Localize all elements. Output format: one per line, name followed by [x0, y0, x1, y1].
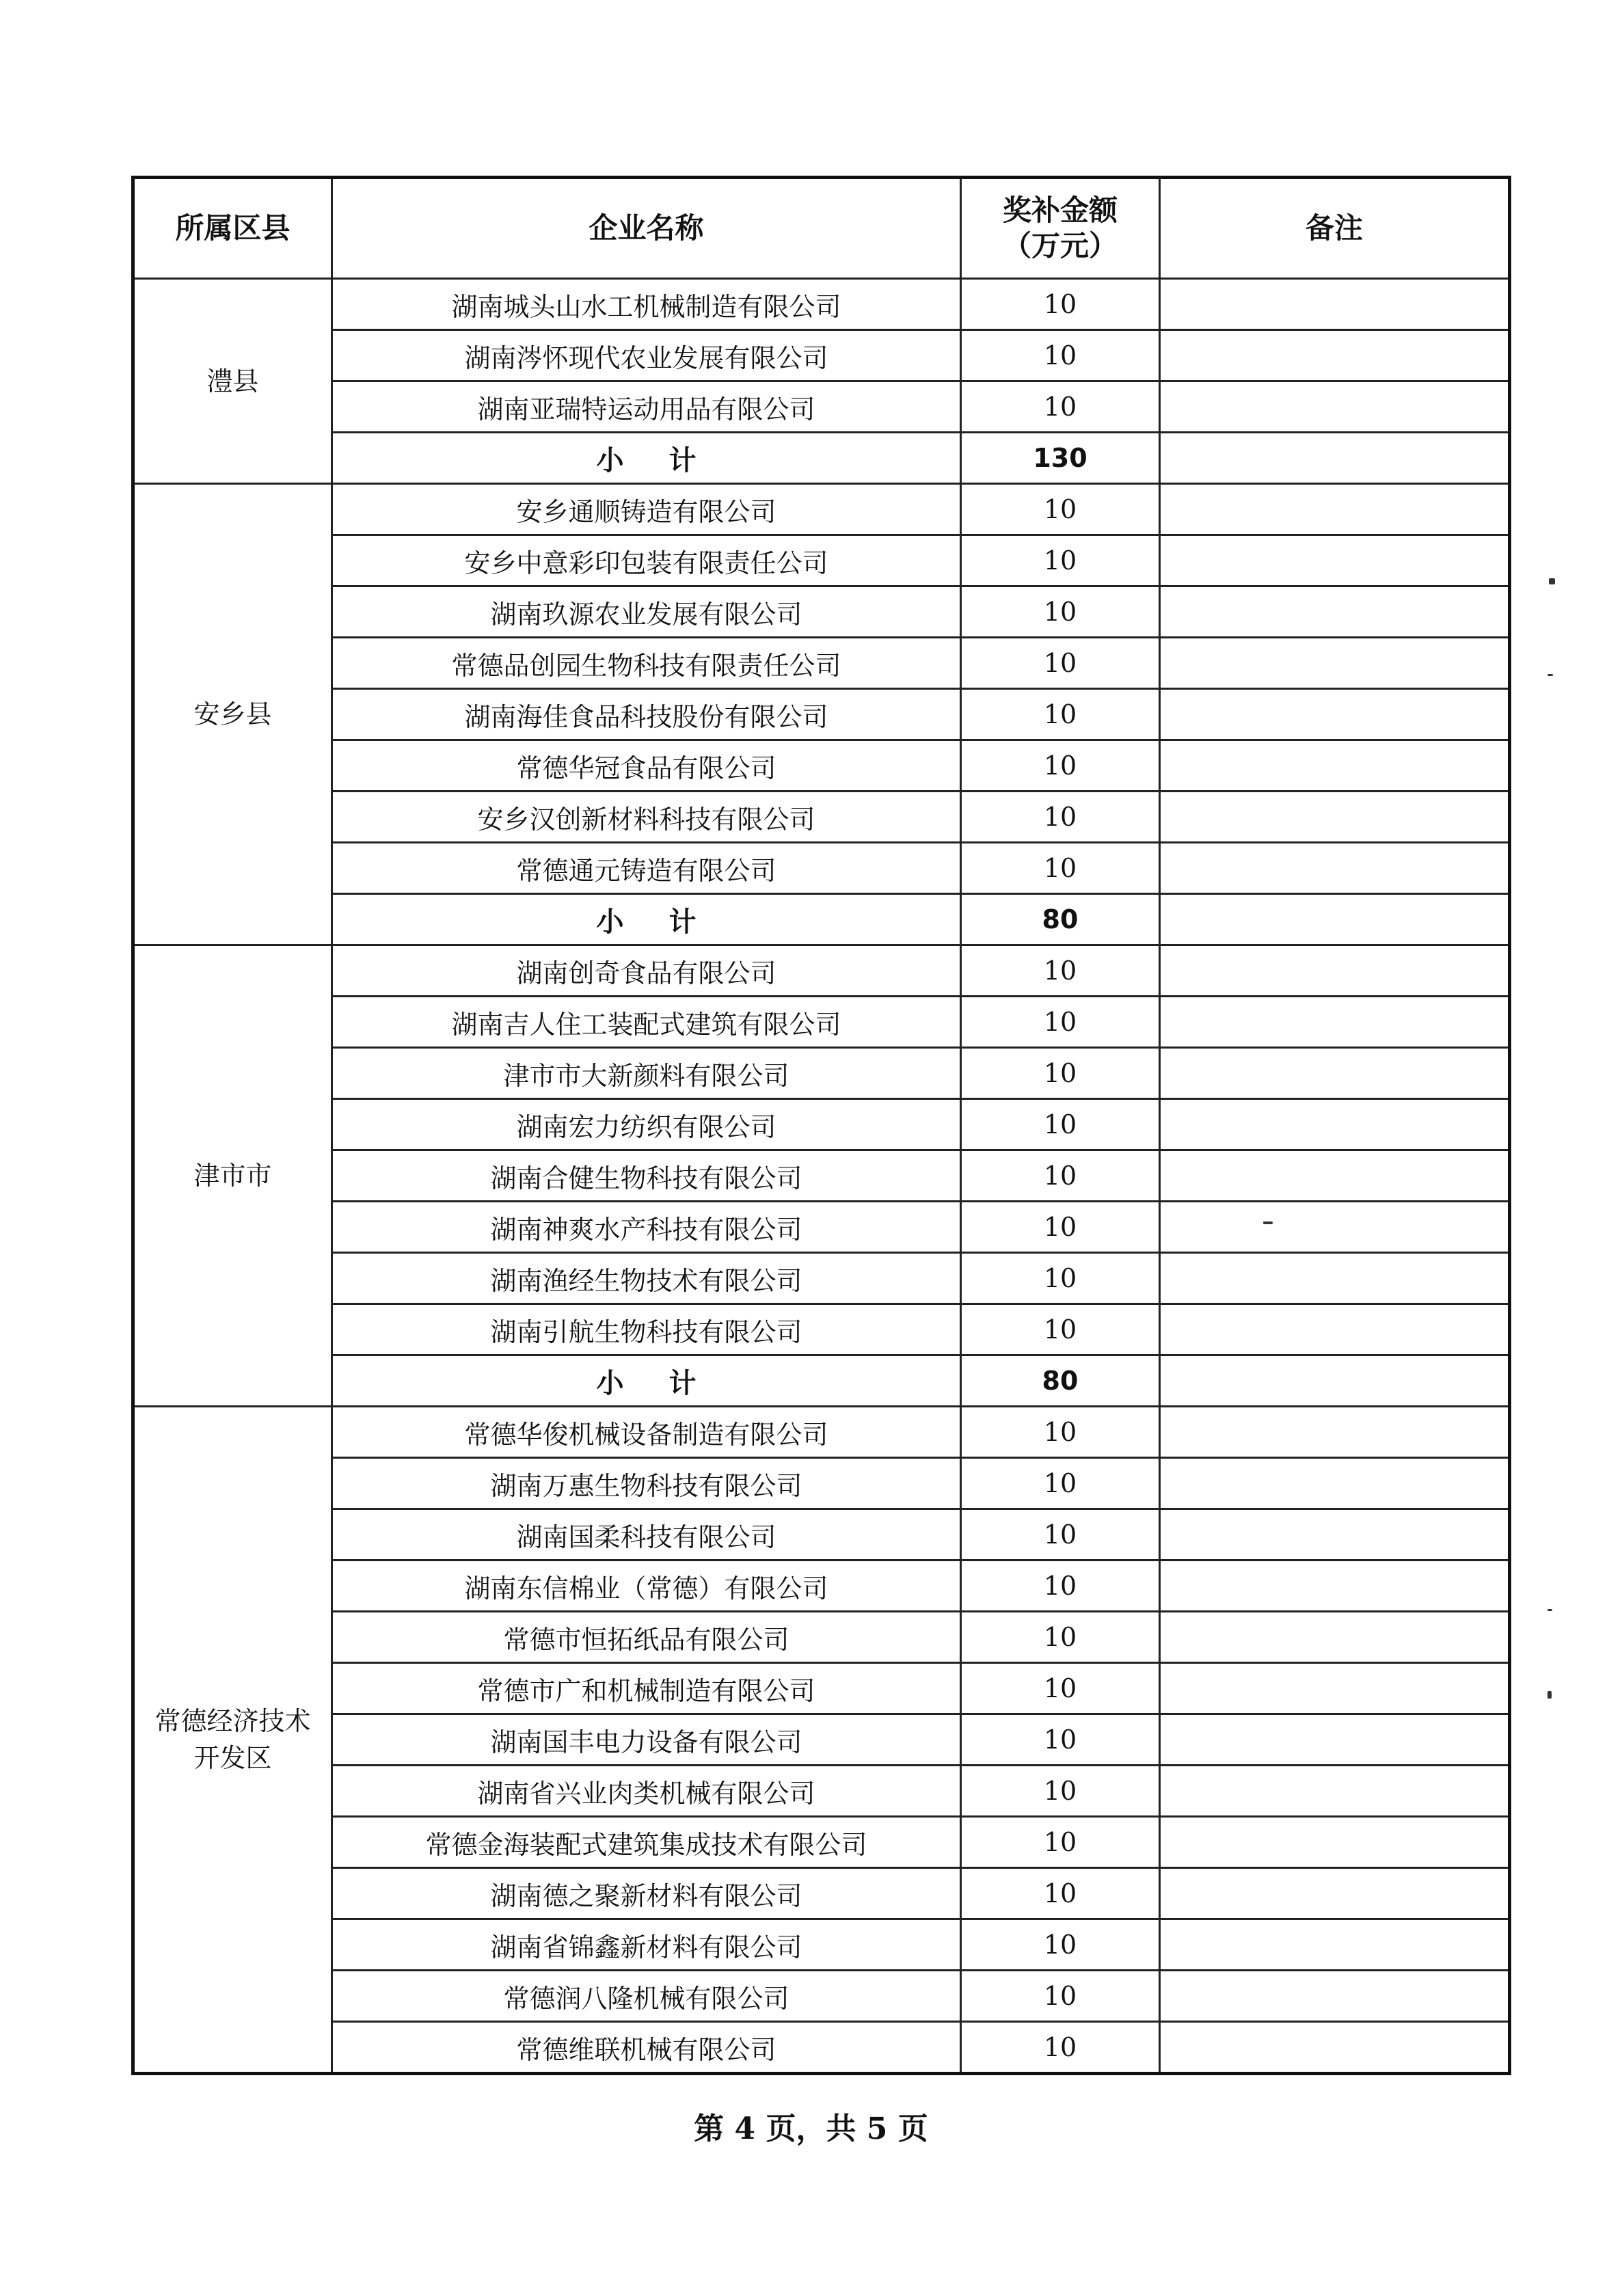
- note-cell: [1160, 1509, 1510, 1561]
- note-cell: [1160, 1561, 1510, 1612]
- company-name: 湖南万惠生物科技有限公司: [332, 1458, 961, 1509]
- company-name: 湖南国丰电力设备有限公司: [332, 1714, 961, 1766]
- note-cell: [1160, 1253, 1510, 1304]
- company-name: 常德市广和机械制造有限公司: [332, 1663, 961, 1714]
- note-cell: [1160, 1817, 1510, 1868]
- table-row: [133, 586, 1510, 638]
- district-cell: [133, 1407, 332, 2074]
- header-note: 备注: [1160, 178, 1510, 279]
- table-row: [133, 2022, 1510, 2074]
- subtotal-char-1: 小: [596, 1367, 624, 1399]
- scan-speck: [1547, 1691, 1552, 1699]
- company-name: 湖南省兴业肉类机械有限公司: [332, 1766, 961, 1817]
- header-company: 企业名称: [332, 178, 961, 279]
- table-row: [133, 381, 1510, 433]
- amount-cell: 10: [961, 1868, 1160, 1919]
- note-cell: [1160, 945, 1510, 997]
- note-cell: [1160, 740, 1510, 792]
- district-line2: 开发区: [193, 1743, 272, 1773]
- scan-speck: [1547, 674, 1553, 676]
- table-row: [133, 1714, 1510, 1766]
- company-name: 常德华冠食品有限公司: [332, 740, 961, 792]
- amount-cell: 10: [961, 279, 1160, 330]
- amount-cell: 10: [961, 1150, 1160, 1202]
- header-district: 所属区县: [133, 178, 332, 279]
- note-cell: [1160, 1099, 1510, 1150]
- header-amount-line1: 奖补金额: [1002, 193, 1118, 227]
- amount-cell: 10: [961, 1253, 1160, 1304]
- note-cell: [1160, 689, 1510, 740]
- amount-cell: 10: [961, 638, 1160, 689]
- amount-cell: 10: [961, 1048, 1160, 1099]
- amount-cell: 10: [961, 1663, 1160, 1714]
- note-cell: [1160, 792, 1510, 843]
- table-row: [133, 740, 1510, 792]
- company-name: 安乡汉创新材料科技有限公司: [332, 792, 961, 843]
- table-row: [133, 1048, 1510, 1099]
- subtotal-char-2: 计: [668, 906, 697, 938]
- note-cell: [1160, 1048, 1510, 1099]
- note-cell: [1160, 1766, 1510, 1817]
- note-cell: [1160, 484, 1510, 535]
- table-row: [133, 1919, 1510, 1971]
- company-name: 安乡通顺铸造有限公司: [332, 484, 961, 535]
- amount-cell: 10: [961, 330, 1160, 381]
- amount-cell: 10: [961, 1714, 1160, 1766]
- company-name: 湖南东信棉业（常德）有限公司: [332, 1561, 961, 1612]
- district-cell: 安乡县: [133, 484, 332, 945]
- amount-cell: 10: [961, 792, 1160, 843]
- table-row: [133, 1971, 1510, 2022]
- header-amount-line2: （万元）: [1002, 229, 1118, 262]
- table-row: [133, 1304, 1510, 1355]
- table-row: [133, 1509, 1510, 1561]
- company-name: 湖南海佳食品科技股份有限公司: [332, 689, 961, 740]
- note-cell: [1160, 894, 1510, 945]
- table-row: [133, 1766, 1510, 1817]
- subsidy-table: [131, 176, 1511, 2075]
- company-name: 湖南城头山水工机械制造有限公司: [332, 279, 961, 330]
- table-row: [133, 945, 1510, 997]
- note-cell: [1160, 1663, 1510, 1714]
- amount-cell: 10: [961, 1509, 1160, 1561]
- note-cell: [1160, 1714, 1510, 1766]
- company-name: 常德金海装配式建筑集成技术有限公司: [332, 1817, 961, 1868]
- header-row: [133, 178, 1510, 279]
- table-row: [133, 1663, 1510, 1714]
- note-cell: [1160, 330, 1510, 381]
- amount-cell: 10: [961, 945, 1160, 997]
- scan-speck: [1263, 1221, 1273, 1224]
- table-row: [133, 792, 1510, 843]
- company-name: 湖南创奇食品有限公司: [332, 945, 961, 997]
- amount-cell: 10: [961, 484, 1160, 535]
- company-name: 湖南亚瑞特运动用品有限公司: [332, 381, 961, 433]
- amount-cell: 10: [961, 381, 1160, 433]
- amount-cell: 10: [961, 740, 1160, 792]
- subtotal-row: [133, 433, 1510, 484]
- subtotal-char-2: 计: [668, 1367, 697, 1399]
- note-cell: [1160, 1971, 1510, 2022]
- table-row: [133, 1099, 1510, 1150]
- note-cell: [1160, 638, 1510, 689]
- company-name: 湖南宏力纺织有限公司: [332, 1099, 961, 1150]
- amount-cell: 10: [961, 1612, 1160, 1663]
- subtotal-label: [332, 1355, 961, 1407]
- company-name: 常德通元铸造有限公司: [332, 843, 961, 894]
- table-row: [133, 535, 1510, 586]
- note-cell: [1160, 1202, 1510, 1253]
- amount-cell: 10: [961, 1971, 1160, 2022]
- table-row: [133, 638, 1510, 689]
- amount-cell: 10: [961, 535, 1160, 586]
- table-row: [133, 1202, 1510, 1253]
- amount-cell: 10: [961, 1561, 1160, 1612]
- note-cell: [1160, 381, 1510, 433]
- company-name: 湖南涔怀现代农业发展有限公司: [332, 330, 961, 381]
- amount-cell: 10: [961, 1407, 1160, 1458]
- note-cell: [1160, 433, 1510, 484]
- amount-cell: 10: [961, 1099, 1160, 1150]
- table-row: [133, 484, 1510, 535]
- table-row: [133, 1868, 1510, 1919]
- company-name: 湖南国柔科技有限公司: [332, 1509, 961, 1561]
- note-cell: [1160, 535, 1510, 586]
- table-row: [133, 1561, 1510, 1612]
- subtotal-char-1: 小: [596, 444, 624, 476]
- subtotal-amount: 130: [961, 433, 1160, 484]
- table-row: [133, 279, 1510, 330]
- note-cell: [1160, 1304, 1510, 1355]
- district-cell: 澧县: [133, 279, 332, 484]
- company-name: 常德品创园生物科技有限责任公司: [332, 638, 961, 689]
- district-cell: 津市市: [133, 945, 332, 1407]
- table-row: [133, 1407, 1510, 1458]
- table-row: [133, 843, 1510, 894]
- subtotal-label: [332, 433, 961, 484]
- subtotal-char-2: 计: [668, 444, 697, 476]
- company-name: 湖南德之聚新材料有限公司: [332, 1868, 961, 1919]
- note-cell: [1160, 843, 1510, 894]
- note-cell: [1160, 2022, 1510, 2074]
- subtotal-amount: 80: [961, 894, 1160, 945]
- company-name: 湖南合健生物科技有限公司: [332, 1150, 961, 1202]
- company-name: 安乡中意彩印包装有限责任公司: [332, 535, 961, 586]
- scan-speck: [1547, 1609, 1552, 1611]
- table-row: [133, 1612, 1510, 1663]
- table-row: [133, 1150, 1510, 1202]
- subtotal-row: [133, 1355, 1510, 1407]
- company-name: 津市市大新颜料有限公司: [332, 1048, 961, 1099]
- amount-cell: 10: [961, 1817, 1160, 1868]
- note-cell: [1160, 1355, 1510, 1407]
- district-line1: 常德经济技术: [154, 1706, 311, 1736]
- table-row: [133, 997, 1510, 1048]
- scan-speck: [1549, 578, 1555, 584]
- header-amount: [961, 178, 1160, 279]
- amount-cell: 10: [961, 1766, 1160, 1817]
- amount-cell: 10: [961, 997, 1160, 1048]
- note-cell: [1160, 997, 1510, 1048]
- amount-cell: 10: [961, 843, 1160, 894]
- amount-cell: 10: [961, 1458, 1160, 1509]
- subtotal-amount: 80: [961, 1355, 1160, 1407]
- company-name: 湖南渔经生物技术有限公司: [332, 1253, 961, 1304]
- amount-cell: 10: [961, 2022, 1160, 2074]
- note-cell: [1160, 1458, 1510, 1509]
- company-name: 湖南引航生物科技有限公司: [332, 1304, 961, 1355]
- note-cell: [1160, 1407, 1510, 1458]
- amount-cell: 10: [961, 1202, 1160, 1253]
- amount-cell: 10: [961, 1919, 1160, 1971]
- company-name: 常德华俊机械设备制造有限公司: [332, 1407, 961, 1458]
- note-cell: [1160, 1919, 1510, 1971]
- amount-cell: 10: [961, 1304, 1160, 1355]
- page-number: 第 4 页，共 5 页: [694, 2111, 928, 2146]
- note-cell: [1160, 586, 1510, 638]
- note-cell: [1160, 279, 1510, 330]
- company-name: 常德维联机械有限公司: [332, 2022, 961, 2074]
- table-row: [133, 1253, 1510, 1304]
- note-cell: [1160, 1150, 1510, 1202]
- company-name: 常德市恒拓纸品有限公司: [332, 1612, 961, 1663]
- company-name: 湖南省锦鑫新材料有限公司: [332, 1919, 961, 1971]
- table-row: [133, 689, 1510, 740]
- table-row: [133, 1817, 1510, 1868]
- subtotal-char-1: 小: [596, 906, 624, 938]
- company-name: 湖南玖源农业发展有限公司: [332, 586, 961, 638]
- table-row: [133, 330, 1510, 381]
- table-row: [133, 1458, 1510, 1509]
- amount-cell: 10: [961, 689, 1160, 740]
- company-name: 湖南吉人住工装配式建筑有限公司: [332, 997, 961, 1048]
- company-name: 湖南神爽水产科技有限公司: [332, 1202, 961, 1253]
- subtotal-row: [133, 894, 1510, 945]
- subtotal-label: [332, 894, 961, 945]
- amount-cell: 10: [961, 586, 1160, 638]
- note-cell: [1160, 1612, 1510, 1663]
- note-cell: [1160, 1868, 1510, 1919]
- company-name: 常德润八隆机械有限公司: [332, 1971, 961, 2022]
